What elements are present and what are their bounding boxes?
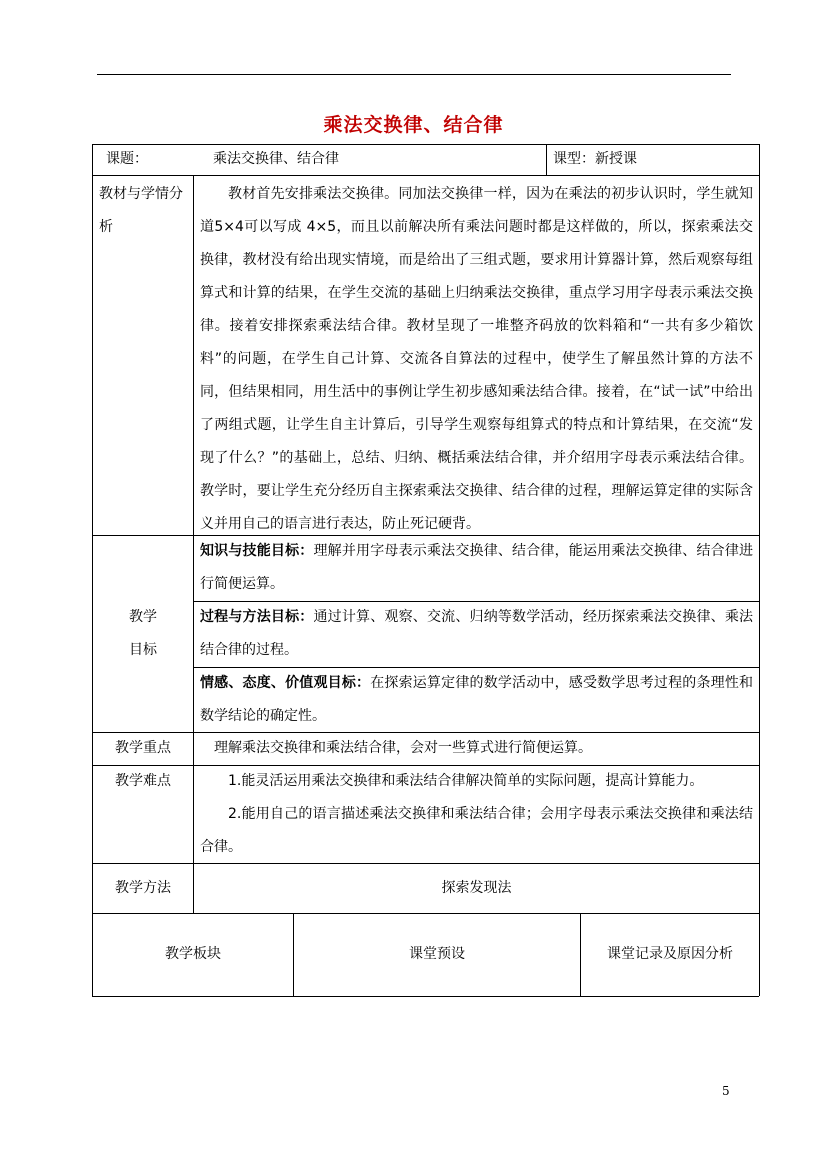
key-points-text: 理解乘法交换律和乘法结合律，会对一些算式进行简便运算。 [214, 740, 592, 756]
emotion-goal [200, 667, 753, 733]
type-label-and-value [553, 144, 753, 175]
topic-label: 课题： [106, 151, 148, 167]
page-number: 5 [722, 1084, 730, 1098]
footer-col-class-plan: 课堂预设 [409, 946, 465, 962]
goals-label-line1: 教学 [129, 609, 157, 625]
table-border-right [759, 144, 760, 996]
emotion-goal-title: 情感、态度、价值观目标： [200, 675, 371, 691]
method-label: 教学方法 [115, 880, 171, 896]
page-title: 乘法交换律、结合律 [323, 114, 504, 136]
knowledge-goal-text: 理解并用字母表示乘法交换律、结合律，能运用乘法交换律、结合律进行简便运算。 [200, 543, 754, 592]
knowledge-goal [200, 535, 753, 601]
goals-label-line2: 目标 [129, 642, 157, 658]
emotion-goal-text: 在探索运算定律的数学活动中，感受数学思考过程的条理性和数学结论的确定性。 [200, 675, 754, 724]
label-column-divider [193, 175, 194, 913]
type-label: 课型： [553, 151, 595, 167]
type-value: 新授课 [595, 151, 637, 167]
method-text: 探索发现法 [441, 880, 512, 896]
key-points-label: 教学重点 [115, 740, 171, 756]
footer-col-teaching-module: 教学板块 [165, 946, 221, 962]
process-goal [200, 601, 753, 667]
difficulty-item-1: 1.能灵活运用乘法交换律和乘法结合律解决简单的实际问题，提高计算能力。 [228, 773, 704, 789]
type-column-divider [546, 144, 547, 175]
analysis-label: 教材与学情分析 [99, 186, 183, 235]
knowledge-goal-title: 知识与技能目标： [200, 543, 314, 559]
difficulties-label: 教学难点 [115, 773, 171, 789]
topic-value: 乘法交换律、结合律 [213, 151, 339, 167]
difficulty-item-2: 2.能用自己的语言描述乘法交换律和乘法结合律；会用字母表示乘法交换律和乘法结合律。 [200, 806, 753, 855]
process-goal-title: 过程与方法目标： [200, 609, 314, 625]
goals-label [93, 601, 193, 667]
table-border-bottom [92, 996, 759, 997]
process-goal-text: 通过计算、观察、交流、归纳等数学活动，经历探索乘法交换律、乘法结合律的过程。 [200, 609, 754, 658]
footer-col-class-record: 课堂记录及原因分析 [607, 946, 733, 962]
header-rule [97, 74, 731, 75]
analysis-text: 教材首先安排乘法交换律。同加法交换律一样，因为在乘法的初步认识时，学生就知道5×4可以写成 4×5，而且以前解决所有乘法问题时都是这样做的，所以，探索乘法交换律，教材没有给出现实情境，而是给出了三组式题，要求用计算器计算，然后观察每组算式和计算的结果，在学生交流的基础上归纳乘法交换律，重点学习用字母表示乘法交换律。接着安排探索乘法结合律。教材呈现了一堆整齐码放的饮料箱和“一共有多少箱饮料”的问题，在学生自己计算、交流各自算法的过程中，使学生了解虽然计算的方法不同，但结果相同，用生活中的事例让学生初步感知乘法结合律。接着，在“试一试”中给出了两组式题，让学生自主计算后，引导学生观察每组算式的特点和计算结果，在交流“发现了什么？”的基础上，总结、归纳、概括乘法结合律，并介绍用字母表示乘法结合律。教学时，要让学生充分经历自主探索乘法交换律、结合律的过程，理解运算定律的实际含义并用自己的语言进行表达，防止死记硬背。 [200, 186, 753, 532]
